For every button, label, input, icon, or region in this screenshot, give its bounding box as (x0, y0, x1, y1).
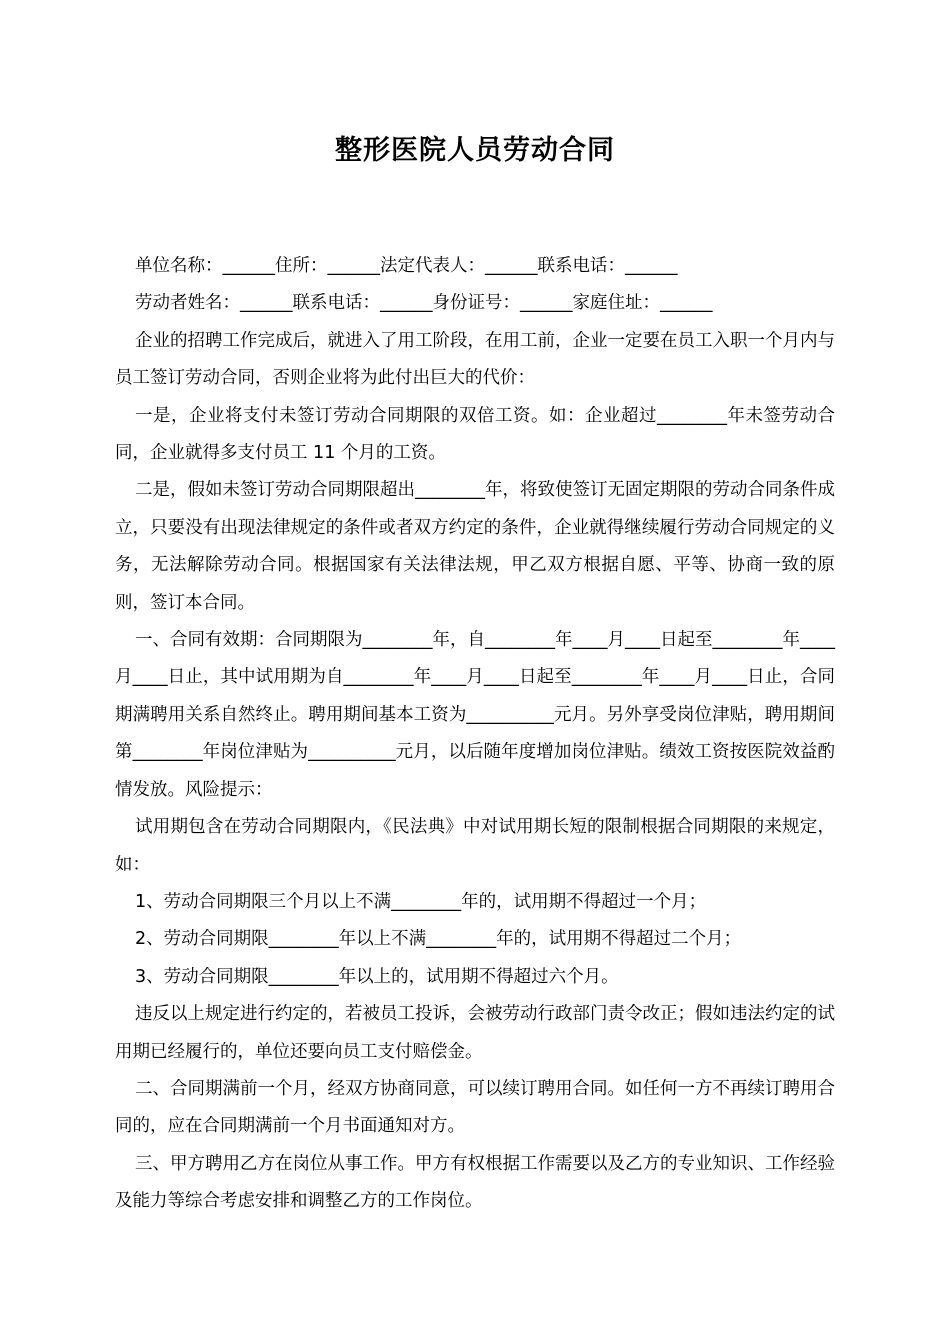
paragraph-probation-item-3: 3、劳动合同期限________年以上的，试用期不得超过六个月。 (135, 966, 619, 987)
paragraph-clause-two: 二、合同期满前一个月，经双方协商同意，可以续订聘用合同。如任何一方不再续订聘用合同的，应在合同期满前一个月书面通知对方。 (115, 1078, 835, 1137)
paragraph-clause-one: 一、合同有效期：合同期限为________年，自________年____月____日起至________年____月____日止，其中试用期为自________年____月____日起至________年____月____日止，合同期满聘用关系自然终止。聘用期间基本工资为__________元月。另外享受岗位津贴，聘用期间第________年岗位津贴为__________元月，以后随年度增加岗位津贴。绩效工资按医院效益酌情发放。风险提示： (115, 630, 835, 800)
paragraph-clause-three: 三、甲方聘用乙方在岗位从事工作。甲方有权根据工作需要以及乙方的专业知识、工作经验及能力等综合考虑安排和调整乙方的工作岗位。 (115, 1153, 835, 1212)
paragraph-probation-note: 试用期包含在劳动合同期限内，《民法典》中对试用期长短的限制根据合同期限的来规定，如： (115, 817, 835, 875)
paragraph-intro: 企业的招聘工作完成后，就进入了用工阶段，在用工前，企业一定要在员工入职一个月内与员工签订劳动合同，否则企业将为此付出巨大的代价： (115, 330, 835, 389)
paragraph-probation-item-1: 1、劳动合同期限三个月以上不满________年的，试用期不得超过一个月； (135, 891, 707, 912)
paragraph-probation-item-2: 2、劳动合同期限________年以上不满________年的，试用期不得超过二个月； (135, 929, 742, 950)
paragraph-employer-info: 单位名称：______住所：______法定代表人：______联系电话：______ (135, 256, 678, 276)
paragraph-employee-info: 劳动者姓名：______联系电话：______身份证号：______家庭住址：______ (135, 293, 713, 314)
paragraph-violation-note: 违反以上规定进行约定的，若被员工投诉，会被劳动行政部门责令改正；假如违法约定的试用期已经履行的，单位还要向员工支付赔偿金。 (115, 1004, 835, 1062)
paragraph-risk-one: 一是，企业将支付未签订劳动合同期限的双倍工资。如：企业超过________年未签劳动合同，企业就得多支付员工 11 个月的工资。 (115, 405, 835, 464)
paragraph-risk-two: 二是，假如未签订劳动合同期限超出________年，将致使签订无固定期限的劳动合同条件成立，只要没有出现法律规定的条件或者双方约定的条件，企业就得继续履行劳动合同规定的义务，无法解除劳动合同。根据国家有关法律法规，甲乙双方根据自愿、平等、协商一致的原则，签订本合同。 (115, 480, 835, 613)
document-title: 整形医院人员劳动合同 (335, 135, 615, 166)
document-body (115, 248, 835, 1221)
